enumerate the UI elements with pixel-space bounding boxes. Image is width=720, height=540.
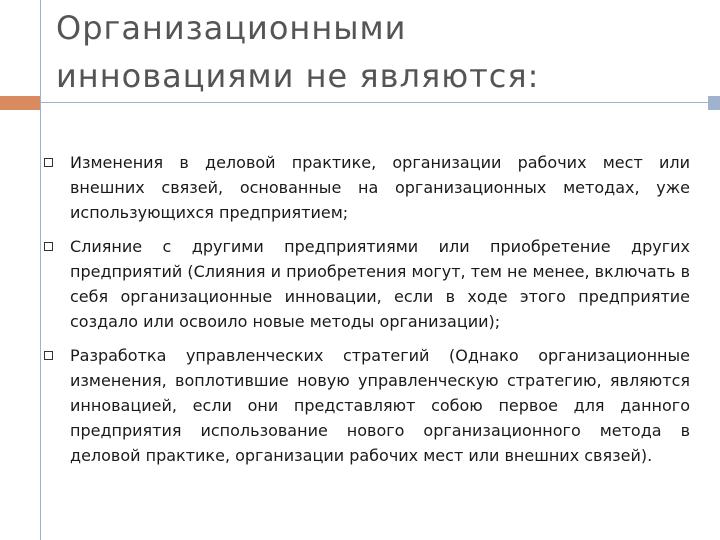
square-bullet-icon: [44, 158, 53, 167]
slide-title: [56, 4, 696, 100]
bullet-text: Разработка управленческих стратегий (Однако организационные изменения, воплотившие новую управленческую стратегию, являются инновацией, если они представляют собою первое для данного предприятия использование нового организационного метода в деловой практике, организации рабочих мест или внешних связей).: [70, 346, 690, 465]
accent-bar: [0, 96, 40, 110]
title-line-1: Организационными: [56, 9, 407, 47]
bullet-item: [40, 234, 690, 334]
bullet-text: Слияние с другими предприятиями или приобретение других предприятий (Слияния и приобретения могут, тем не менее, включать в себя организационные инновации, если в ходе этого предприятие создало или освоило новые методы организации);: [70, 237, 690, 331]
square-bullet-icon: [44, 351, 53, 360]
bullet-list: [40, 150, 690, 477]
horizontal-rule: [40, 102, 720, 103]
bullet-text: Изменения в деловой практике, организации рабочих мест или внешних связей, основанные на организационных методах, уже использующихся предприятием;: [70, 153, 690, 222]
title-line-2: инновациями не являются:: [56, 57, 540, 95]
square-bullet-icon: [44, 242, 53, 251]
rule-end-cap: [708, 96, 720, 110]
bullet-item: [40, 343, 690, 468]
bullet-item: [40, 150, 690, 225]
